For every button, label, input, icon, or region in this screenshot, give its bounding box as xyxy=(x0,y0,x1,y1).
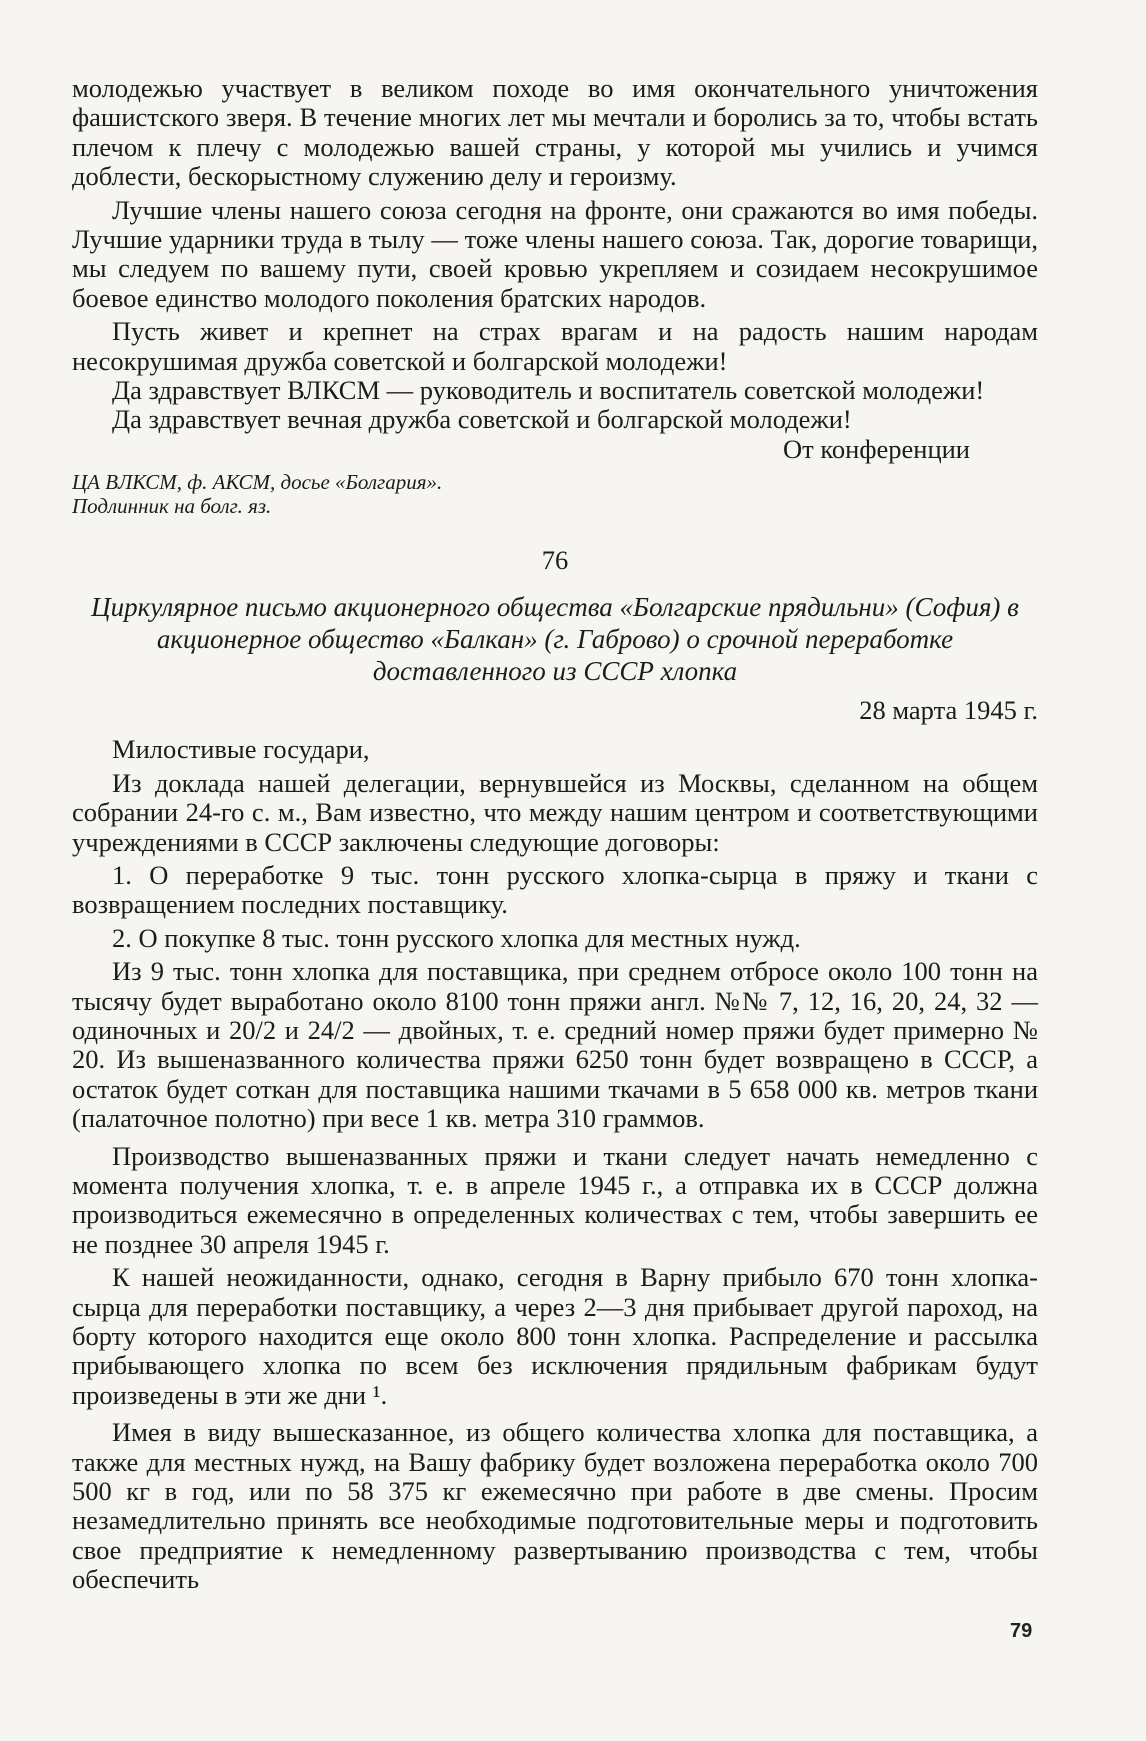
prev-doc-paragraph-4: Да здравствует ВЛКСМ — руководитель и воспитатель советской молодежи! xyxy=(112,375,985,406)
archive-source: ЦА ВЛКСМ, ф. АКСМ, досье «Болгария». xyxy=(72,470,443,495)
original-language-note: Подлинник на болг. яз. xyxy=(72,494,272,519)
prev-doc-paragraph-3: Пусть живет и крепнет на страх врагам и на радость нашим народам несокрушимая дружба советской и болгарской молодежи! xyxy=(72,316,1038,376)
doc-paragraph-5: Имея в виду вышесказанное, из общего количества хлопка для поставщика, а также для местных нужд, на Вашу фабрику будет возложена переработка около 700 500 кг в год, или по 58 375 кг ежемесячно при работе в две смены. Просим незамедлительно принять все необходимые подготовительные меры и подготовить свое предприятие к немедленному развертыванию производства с тем, чтобы обеспечить xyxy=(72,1417,1038,1595)
salutation: Милостивые государи, xyxy=(112,734,370,765)
page-number: 79 xyxy=(1010,1620,1033,1642)
document-number: 76 xyxy=(541,545,569,576)
prev-doc-paragraph-1: молодежью участвует в великом походе во имя окончательного уничтожения фашистского зверя. В течение многих лет мы мечтали и боролись за то, чтобы встать плечом к плечу с молодежью вашей страны, у которой мы учились и учимся доблести, бескорыстному служению делу и героизму. xyxy=(72,73,1038,192)
doc-paragraph-4: К нашей неожиданности, однако, сегодня в Варну прибыло 670 тонн хлопка-сырца для переработки поставщику, а через 2—3 дня прибывает другой пароход, на борту которого находится еще около 800 тонн хлопка. Распределение и рассылка прибывающего хлопка по всем без исключения прядильным фабрикам будут произведены в эти же дни ¹. xyxy=(72,1262,1038,1410)
page-content xyxy=(72,74,1038,1595)
document-date: 28 марта 1945 г. xyxy=(859,695,1038,726)
document-title: Циркулярное письмо акционерного общества «Болгарские прядильни» (София) в акционерное общество «Балкан» (г. Габрово) о срочной переработке доставленного из СССР хлопка xyxy=(91,592,1019,687)
doc-list-item-2: 2. О покупке 8 тыс. тонн русского хлопка для местных нужд. xyxy=(112,922,801,953)
prev-doc-signature: От конференции xyxy=(783,433,970,464)
doc-paragraph-2: Из 9 тыс. тонн хлопка для поставщика, при среднем отбросе около 100 тонн на тысячу будет выработано около 8100 тонн пряжи англ. №№ 7, 12, 16, 20, 24, 32 — одиночных и 20/2 и 24/2 — двойных, т. е. средний номер пряжи будет примерно № 20. Из вышеназванного количества пряжи 6250 тонн будет возвращено в СССР, а остаток будет соткан для поставщика нашими ткачами в 5 658 000 кв. метров ткани (палаточное полотно) при весе 1 кв. метра 310 граммов. xyxy=(72,956,1038,1134)
doc-list-item-1: 1. О переработке 9 тыс. тонн русского хлопка-сырца в пряжу и ткани с возвращением последних поставщику. xyxy=(72,859,1038,920)
prev-doc-paragraph-5: Да здравствует вечная дружба советской и болгарской молодежи! xyxy=(112,404,852,435)
prev-doc-paragraph-2: Лучшие члены нашего союза сегодня на фронте, они сражаются во имя победы. Лучшие ударники труда в тылу — тоже члены нашего союза. Так, дорогие товарищи, мы следуем по вашему пути, своей кровью укрепляем и созидаем несокрушимое боевое единство молодого поколения братских народов. xyxy=(72,194,1038,313)
doc-paragraph-3: Производство вышеназванных пряжи и ткани следует начать немедленно с момента получения хлопка, т. е. в апреле 1945 г., а отправка их в СССР должна производиться ежемесячно в определенных количествах с тем, чтобы завершить ее не позднее 30 апреля 1945 г. xyxy=(72,1140,1038,1259)
doc-paragraph-1: Из доклада нашей делегации, вернувшейся из Москвы, сделанном на общем собрании 24-го с. м., Вам известно, что между нашим центром и соответствующими учреждениями в СССР заключены следующие договоры: xyxy=(72,767,1038,857)
